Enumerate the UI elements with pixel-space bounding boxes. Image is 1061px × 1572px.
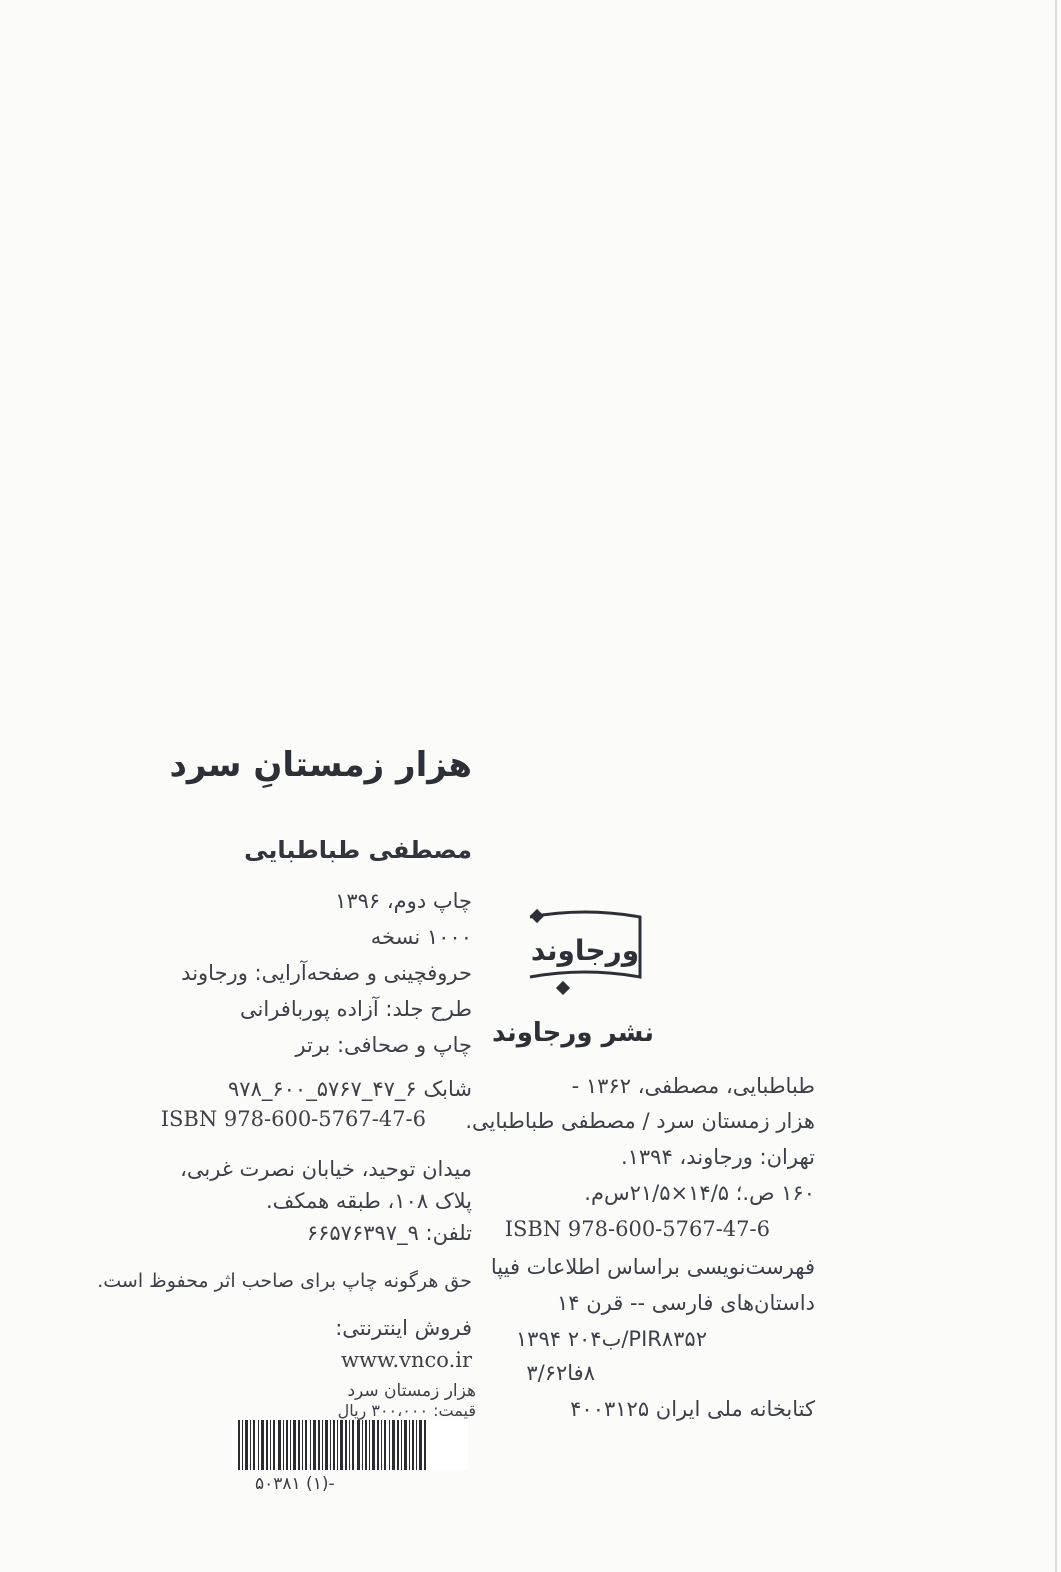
copies: ۱۰۰۰ نسخه — [370, 925, 472, 949]
barcode-icon — [232, 1420, 468, 1470]
phone: تلفن: ۹_۶۶۵۷۶۳۹۷ — [306, 1221, 472, 1245]
catalog-line-9: ۸فا۳/۶۲ — [526, 1361, 595, 1385]
catalog-line-2: هزار زمستان سرد / مصطفی طباطبایی. — [465, 1109, 815, 1133]
cover-design: طرح جلد: آزاده پوربافرانی — [240, 997, 472, 1021]
catalog-line-10: کتابخانه ملی ایران ۴۰۰۳۱۲۵ — [570, 1397, 815, 1421]
edition: چاپ دوم، ۱۳۹۶ — [335, 889, 472, 913]
sticker-price: قیمت: ۳۰۰،۰۰۰ ریال — [337, 1401, 476, 1420]
catalog-line-5: ISBN 978-600-5767-47-6 — [504, 1217, 770, 1241]
book-author: مصطفی طباطبایی — [244, 836, 472, 864]
shabak: شابک ۶_۴۷_۵۷۶۷_۶۰۰_۹۷۸ — [228, 1077, 472, 1101]
publisher-logo-text: ورجاوند — [530, 934, 640, 967]
book-title: هزار زمستانِ سرد — [169, 745, 472, 785]
catalog-line-3: تهران: ورجاوند، ۱۳۹۴. — [620, 1145, 815, 1169]
sticker-title: هزار زمستان سرد — [347, 1381, 476, 1401]
catalog-line-4: ۱۶۰ ص.؛ ۱۴/۵×۲۱/۵س‌م. — [584, 1181, 815, 1205]
typesetting: حروفچینی و صفحه‌آرایی: ورجاوند — [181, 961, 472, 985]
barcode-code: ۵۰۳۸۱ (۱)- — [255, 1474, 335, 1494]
address-line-1: میدان توحید، خیابان نصرت غربی، — [180, 1157, 472, 1181]
website: www.vnco.ir — [341, 1348, 472, 1372]
page-edge — [1055, 0, 1057, 1572]
copyright-notice: حق هرگونه چاپ برای صاحب اثر محفوظ است. — [97, 1270, 472, 1292]
online-sale-label: فروش اینترنتی: — [335, 1316, 472, 1340]
catalog-line-7: داستان‌های فارسی -- قرن ۱۴ — [557, 1291, 815, 1315]
catalog-line-6: فهرست‌نویسی براساس اطلاعات فیپا — [490, 1255, 815, 1279]
publisher-name: نشر ورجاوند — [491, 1018, 654, 1048]
publisher-logo-icon — [510, 905, 660, 995]
catalog-line-1: طباطبایی، مصطفی، ۱۳۶۲ - — [571, 1074, 815, 1098]
address-line-2: پلاک ۱۰۸، طبقه همکف. — [266, 1189, 472, 1213]
printing: چاپ و صحافی: برتر — [295, 1033, 472, 1057]
catalog-line-8: PIR۸۳۵۲/ب۲۰۴ ۱۳۹۴ — [515, 1327, 707, 1351]
isbn: ISBN 978-600-5767-47-6 — [160, 1107, 426, 1131]
